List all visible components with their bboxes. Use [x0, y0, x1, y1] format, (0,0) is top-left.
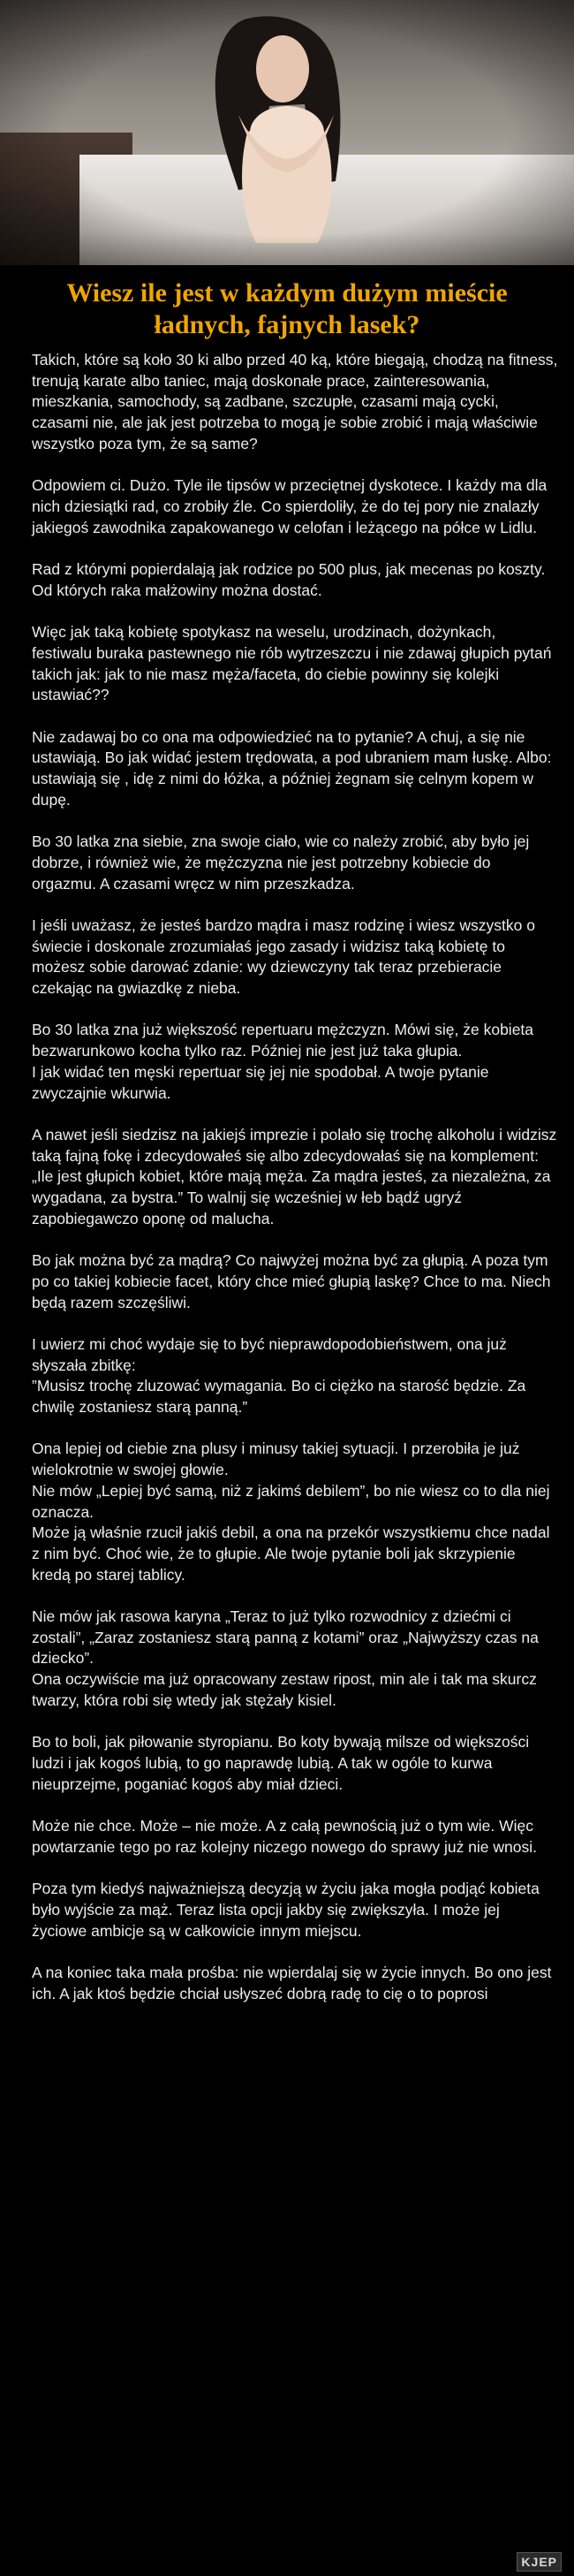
- paragraph: Nie mów jak rasowa karyna „Teraz to już tylko rozwodnicy z dziećmi ci zostali”, „Zaraz zostaniesz starą panną z kotami” oraz „Najwyższy czas na dziecko”. Ona oczywiście ma już opracowany zestaw ripost, min ale i tak ma skurcz twarzy, która robi się wtedy jak stężały kisiel.: [32, 1607, 539, 1709]
- article-body: [0, 350, 574, 2004]
- paragraph: Bo jak można być za mądrą? Co najwyżej można być za głupią. A poza tym po co takiej kobiecie facet, który chce mieć głupią laskę? Chce to ma. Niech będą razem szczęśliwi.: [32, 1251, 551, 1311]
- paragraph: Ona lepiej od ciebie zna plusy i minusy takiej sytuacji. I przerobiła je już wielokrotnie w swojej głowie. Nie mów „Lepiej być samą, niż z jakimś debilem”, bo nie wiesz co to dla niej oznacza. Może ją właśnie rzucił jakiś debil, a ona na przekór wszystkiemu chce nadal z nim być. Choć wie, że to głupie. Ale twoje pytanie boli jak skrzypienie kredą po starej tablicy.: [32, 1440, 550, 1584]
- paragraph: Odpowiem ci. Dużo. Tyle ile tipsów w przeciętnej dyskotece. I każdy ma dla nich dziesiątki rad, co zrobiły źle. Co spierdoliły, że do tej pory nie znalazły jakiegoś zawodnika zapakowanego w celofan i leżącego na półce w Lidlu.: [32, 476, 548, 536]
- paragraph: Takich, które są koło 30 ki albo przed 40 ką, które biegają, chodzą na fitness, trenują karate albo taniec, mają doskonałe prace, zainteresowania, mieszkania, samochody, są zadbane, szczupłe, czasami mają cycki, czasami nie, ale jak jest potrzeba to mogą je sobie zrobić i mają właściwie wszystko poza tym, że są same?: [32, 351, 558, 452]
- paragraph: Bo 30 latka zna siebie, zna swoje ciało, wie co należy zrobić, aby było jej dobrze, i również wie, że mężczyzna nie jest potrzebny kobiecie do orgazmu. A czasami wręcz w nim przeszkadza.: [32, 832, 530, 893]
- paragraph: Poza tym kiedyś najważniejszą decyzją w życiu jaka mogła podjąć kobieta było wyjście za mąż. Teraz lista opcji jakby się zwiększyła. I może jej życiowe ambicje są w całkowicie innym miejscu.: [32, 1880, 540, 1940]
- paragraph: A na koniec taka mała prośba: nie wpierdalaj się w życie innych. Bo ono jest ich. A jak ktoś będzie chciał usłyszeć dobrą radę to cię o to poprosi: [32, 1963, 552, 2002]
- paragraph: I uwierz mi choć wydaje się to być nieprawdopodobieństwem, ona już słyszała zbitkę: ”Musisz trochę zluzować wymagania. Bo ci ciężko na starość będzie. Za chwilę zostaniesz starą panną.”: [32, 1334, 526, 1416]
- paragraph: Bo to boli, jak piłowanie styropianu. Bo koty bywają milsze od większości ludzi i jak kogoś lubią, to go naprawdę lubią. A tak w ogóle to kurwa nieuprzejme, poganiać kogoś aby miał dzieci.: [32, 1733, 530, 1793]
- paragraph: I jeśli uważasz, że jesteś bardzo mądra i masz rodzinę i wiesz wszystko o świecie i doskonale zrozumiałaś jego zasady i widzisz taką kobietę to możesz sobie darować zdanie: wy dziewczyny tak teraz przebieracie czekając na gwiazdkę z nieba.: [32, 916, 535, 997]
- paragraph: Rad z którymi popierdalają jak rodzice po 500 plus, jak mecenas po koszty. Od których raka małżowiny można dostać.: [32, 560, 546, 599]
- paragraph: Nie zadawaj bo co ona ma odpowiedzieć na to pytanie? A chuj, a się nie ustawiają. Bo jak widać jestem trędowata, a pod ubraniem mam łuskę. Albo: ustawiają się , idę z nimi do łóżka, a później żegnam się celnym kopem w dupę.: [32, 727, 552, 809]
- paragraph: Bo 30 latka zna już większość repertuaru mężczyzn. Mówi się, że kobieta bezwarunkowo kocha tylko raz. Później nie jest już taka głupia. I jak widać ten męski repertuar się jej nie spodobał. A twoje pytanie zwyczajnie wkurwia.: [32, 1021, 534, 1102]
- site-watermark-logo: KJEP: [517, 2552, 562, 2572]
- paragraph: A nawet jeśli siedzisz na jakiejś imprezie i polało się trochę alkoholu i widzisz taką fajną fokę i zdecydowałeś się albo zdecydowałaś się na komplement: „Ile jest głupich kobiet, które mają męża. Za mądra jesteś, za niezależna, za wygadana, za bystra.” To walnij się wcześniej w łeb bądź ugryź zapobiegawczo oponę od malucha.: [32, 1125, 557, 1227]
- paragraph: Więc jak taką kobietę spotykasz na weselu, urodzinach, dożynkach, festiwalu buraka pastewnego nie rób wytrzeszczu i nie zdawaj głupich pytań takich jak: jak to nie masz męża/faceta, do ciebie powinny się kolejki ustawiać??: [32, 623, 552, 704]
- paragraph: Może nie chce. Może – nie może. A z całą pewnością już o tym wie. Więc powtarzanie tego po raz kolejny niczego nowego do sprawy już nie wnosi.: [32, 1817, 537, 1856]
- article-title: Wiesz ile jest w każdym dużym mieście ładnych, fajnych lasek?: [66, 278, 508, 339]
- photo-vignette: [0, 0, 574, 265]
- header-photo: [0, 0, 574, 265]
